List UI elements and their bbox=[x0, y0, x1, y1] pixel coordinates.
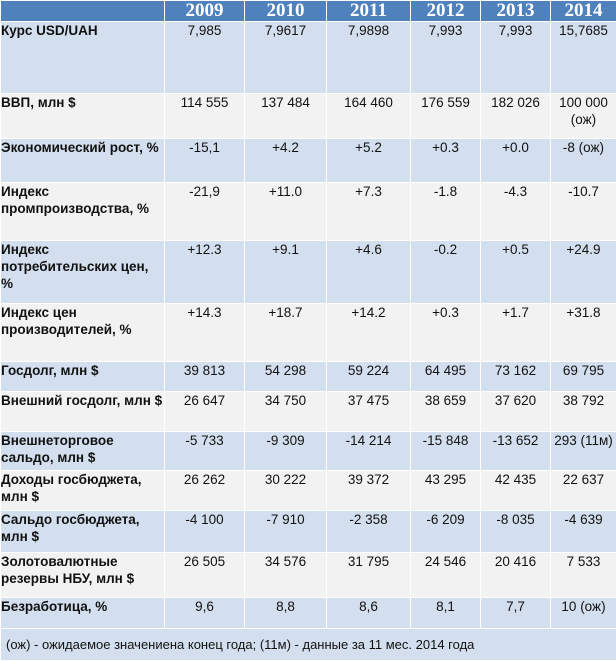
table-cell: 100 000 (ож) bbox=[551, 94, 616, 139]
table-cell: -8 (ож) bbox=[551, 139, 616, 183]
table-cell: +14.3 bbox=[165, 304, 245, 362]
table-row-unemployment bbox=[1, 598, 616, 629]
table-row-gdp bbox=[1, 94, 616, 139]
table-cell: 8,6 bbox=[327, 598, 411, 629]
footnote-row bbox=[1, 629, 616, 661]
table-cell: 30 222 bbox=[245, 471, 327, 511]
table-cell: 26 505 bbox=[165, 553, 245, 598]
table-cell: 39 372 bbox=[327, 471, 411, 511]
row-label: Индекс цен производителей, % bbox=[1, 304, 165, 362]
table-row-budget-balance bbox=[1, 511, 616, 553]
table-cell: 22 637 bbox=[551, 471, 616, 511]
table-cell: -21,9 bbox=[165, 183, 245, 241]
year-header: 2010 bbox=[245, 1, 327, 22]
table-cell: 34 750 bbox=[245, 392, 327, 432]
table-cell: +4.2 bbox=[245, 139, 327, 183]
table-cell: -4.3 bbox=[481, 183, 551, 241]
table-cell: +4.6 bbox=[327, 241, 411, 304]
table-cell: -13 652 bbox=[481, 432, 551, 471]
row-label: Индекс потребительских цен, % bbox=[1, 241, 165, 304]
table-row-economic-growth bbox=[1, 139, 616, 183]
table-cell: 34 576 bbox=[245, 553, 327, 598]
table-cell: 20 416 bbox=[481, 553, 551, 598]
table-cell: +11.0 bbox=[245, 183, 327, 241]
table-cell: -14 214 bbox=[327, 432, 411, 471]
table-cell: 7,993 bbox=[481, 22, 551, 94]
row-label: Безработица, % bbox=[1, 598, 165, 629]
table-row-industrial-index bbox=[1, 183, 616, 241]
table-cell: 64 495 bbox=[411, 362, 481, 392]
table-cell: +7.3 bbox=[327, 183, 411, 241]
table-cell: 59 224 bbox=[327, 362, 411, 392]
table-cell: 7,985 bbox=[165, 22, 245, 94]
row-label: Внешнеторговое сальдо, млн $ bbox=[1, 432, 165, 471]
table-row-exchange-rate bbox=[1, 22, 616, 94]
table-cell: -6 209 bbox=[411, 511, 481, 553]
table-cell: -15 848 bbox=[411, 432, 481, 471]
table-cell: 24 546 bbox=[411, 553, 481, 598]
table-cell: 43 295 bbox=[411, 471, 481, 511]
row-label: Внешний госдолг, млн $ bbox=[1, 392, 165, 432]
year-header: 2009 bbox=[165, 1, 245, 22]
table-cell: -4 100 bbox=[165, 511, 245, 553]
row-label: Доходы госбюджета, млн $ bbox=[1, 471, 165, 511]
year-header: 2013 bbox=[481, 1, 551, 22]
table-cell: +14.2 bbox=[327, 304, 411, 362]
table-cell: 114 555 bbox=[165, 94, 245, 139]
table-cell: 176 559 bbox=[411, 94, 481, 139]
year-header: 2012 bbox=[411, 1, 481, 22]
table-cell: -8 035 bbox=[481, 511, 551, 553]
table-row-consumer-price-index bbox=[1, 241, 616, 304]
table-cell: 31 795 bbox=[327, 553, 411, 598]
row-label: Индекс промпроизводства, % bbox=[1, 183, 165, 241]
table-row-external-debt bbox=[1, 392, 616, 432]
table-cell: 7,9898 bbox=[327, 22, 411, 94]
table-cell: 73 162 bbox=[481, 362, 551, 392]
table-cell: +0.3 bbox=[411, 304, 481, 362]
table-cell: +1.7 bbox=[481, 304, 551, 362]
table-cell: -0.2 bbox=[411, 241, 481, 304]
table-cell: 137 484 bbox=[245, 94, 327, 139]
table-cell: +12.3 bbox=[165, 241, 245, 304]
row-label: Госдолг, млн $ bbox=[1, 362, 165, 392]
table-row-public-debt bbox=[1, 362, 616, 392]
table-cell: -9 309 bbox=[245, 432, 327, 471]
table-cell: -10.7 bbox=[551, 183, 616, 241]
table-cell: +0.3 bbox=[411, 139, 481, 183]
table-row-trade-balance bbox=[1, 432, 616, 471]
header-row bbox=[1, 1, 616, 22]
table-cell: 7,993 bbox=[411, 22, 481, 94]
table-cell: 42 435 bbox=[481, 471, 551, 511]
table-cell: 9,6 bbox=[165, 598, 245, 629]
table-cell: 8,8 bbox=[245, 598, 327, 629]
year-header: 2014 bbox=[551, 1, 616, 22]
footnote: (ож) - ожидаемое значениена конец года; (11м) - данные за 11 мес. 2014 года bbox=[1, 629, 616, 661]
table-cell: +0.0 bbox=[481, 139, 551, 183]
table-cell: 39 813 bbox=[165, 362, 245, 392]
table-cell: -1.8 bbox=[411, 183, 481, 241]
table-cell: 8,1 bbox=[411, 598, 481, 629]
table-cell: 7,9617 bbox=[245, 22, 327, 94]
row-label: Сальдо госбюджета, млн $ bbox=[1, 511, 165, 553]
table-cell: -2 358 bbox=[327, 511, 411, 553]
table-cell: 54 298 bbox=[245, 362, 327, 392]
table-cell: -4 639 bbox=[551, 511, 616, 553]
table-cell: +9.1 bbox=[245, 241, 327, 304]
table-cell: -15,1 bbox=[165, 139, 245, 183]
table-cell: +5.2 bbox=[327, 139, 411, 183]
table-cell: 69 795 bbox=[551, 362, 616, 392]
table-row-fx-reserves bbox=[1, 553, 616, 598]
header-corner-cell bbox=[1, 1, 165, 22]
table-cell: 7,7 bbox=[481, 598, 551, 629]
table-cell: 37 475 bbox=[327, 392, 411, 432]
table-row-producer-price-index bbox=[1, 304, 616, 362]
table-cell: +24.9 bbox=[551, 241, 616, 304]
table-cell: 10 (ож) bbox=[551, 598, 616, 629]
table-cell: 182 026 bbox=[481, 94, 551, 139]
table-cell: 38 659 bbox=[411, 392, 481, 432]
table-cell: 26 262 bbox=[165, 471, 245, 511]
table-cell: 38 792 bbox=[551, 392, 616, 432]
table-row-budget-revenue bbox=[1, 471, 616, 511]
table-cell: -7 910 bbox=[245, 511, 327, 553]
year-header: 2011 bbox=[327, 1, 411, 22]
table-cell: +31.8 bbox=[551, 304, 616, 362]
table-cell: -5 733 bbox=[165, 432, 245, 471]
table-cell: +0.5 bbox=[481, 241, 551, 304]
row-label: Экономический рост, % bbox=[1, 139, 165, 183]
row-label: Курс USD/UAH bbox=[1, 22, 165, 94]
table-cell: 37 620 bbox=[481, 392, 551, 432]
table-cell: 293 (11м) bbox=[551, 432, 616, 471]
table-cell: 164 460 bbox=[327, 94, 411, 139]
table-cell: 26 647 bbox=[165, 392, 245, 432]
table-cell: +18.7 bbox=[245, 304, 327, 362]
row-label: Золотовалютные резервы НБУ, млн $ bbox=[1, 553, 165, 598]
table-cell: 15,7685 bbox=[551, 22, 616, 94]
row-label: ВВП, млн $ bbox=[1, 94, 165, 139]
table-cell: 7 533 bbox=[551, 553, 616, 598]
